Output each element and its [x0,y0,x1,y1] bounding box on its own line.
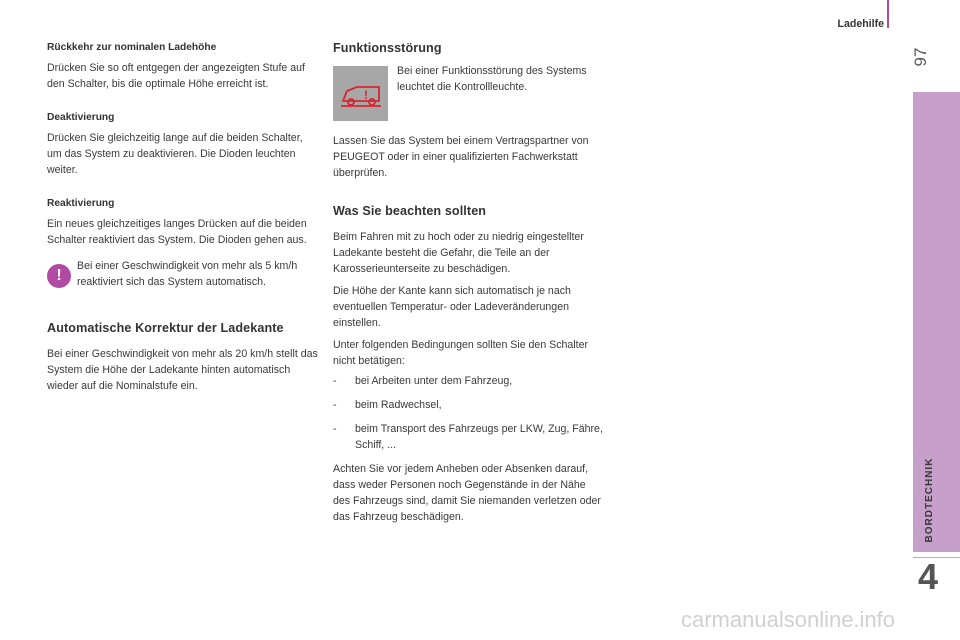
page-header-title: Ladehilfe [837,18,884,30]
speed-note-text: Bei einer Geschwindigkeit von mehr als 5 km/h reaktiviert sich das System automatisch. [77,260,298,288]
section-text-reactivation: Ein neues gleichzeitiges langes Drücken auf die beiden Schalter reaktiviert das System. Die Dioden gehen aus. [47,218,307,246]
list-item: - bei Arbeiten unter dem Fahrzeug, [333,375,513,387]
section-title-auto-correction: Automatische Korrektur der Ladekante [47,321,284,335]
page-number: 97 [911,47,930,67]
section-title-deactivation: Deaktivierung [47,112,115,123]
left-column [47,40,319,394]
section-title-attention: Was Sie beachten sollten [333,204,487,218]
attention-list [333,373,605,453]
header-accent-line [887,0,889,28]
list-item: - beim Radwechsel, [333,399,442,411]
exclamation-circle-icon: ! [47,264,71,288]
attention-paragraph-3: Unter folgenden Bedingungen sollten Sie den Schalter nicht betätigen: [333,339,589,367]
section-title-reactivation: Reaktivierung [47,198,115,209]
section-title-malfunction: Funktionsstörung [333,41,442,55]
attention-paragraph-2: Die Höhe der Kante kann sich automatisch je nach eventuellen Temperatur- oder Ladeveränderungen einstellen. [333,285,571,329]
middle-column [333,40,605,525]
warning-light-text: Bei einer Funktionsstörung des Systems leuchtet die Kontrollleuchte. [397,65,587,93]
section-text-nominal-height: Drücken Sie so oft entgegen der angezeigten Stufe auf den Schalter, bis die optimale Höhe erreicht ist. [47,62,305,90]
list-item: - beim Transport des Fahrzeugs per LKW, Zug, Fähre, Schiff, ... [333,423,603,451]
attention-paragraph-1: Beim Fahren mit zu hoch oder zu niedrig eingestellter Ladekante besteht die Gefahr, die Teile an der Karosserieunterseite zu beschädigen. [333,231,584,275]
watermark: carmanualsonline.info [681,607,896,632]
section-text-malfunction: Lassen Sie das System bei einem Vertragspartner von PEUGEOT oder in einer qualifizierten Fachwerkstatt überprüfen. [333,135,589,179]
speed-note [47,258,319,290]
section-text-auto-correction: Bei einer Geschwindigkeit von mehr als 20 km/h stellt das System die Höhe der Ladekante hinten automatisch wieder auf die Nominalstufe ein. [47,348,318,392]
warning-light-box [333,66,605,121]
section-text-deactivation: Drücken Sie gleichzeitig lange auf die beiden Schalter, um das System zu deaktivieren. Die Dioden leuchten weiter. [47,132,303,176]
section-title-nominal-height: Rückkehr zur nominalen Ladehöhe [47,42,217,53]
chapter-number: 4 [918,556,939,597]
svg-text:!: ! [363,87,368,102]
chapter-label: BORDTECHNIK [924,457,935,543]
vehicle-suspension-warning-icon [333,66,388,121]
attention-paragraph-4: Achten Sie vor jedem Anheben oder Absenken darauf, dass weder Personen noch Gegenstände in der Nähe des Fahrzeugs sind, damit Sie niemanden verletzen oder das Fahrzeug beschädigen. [333,463,601,523]
